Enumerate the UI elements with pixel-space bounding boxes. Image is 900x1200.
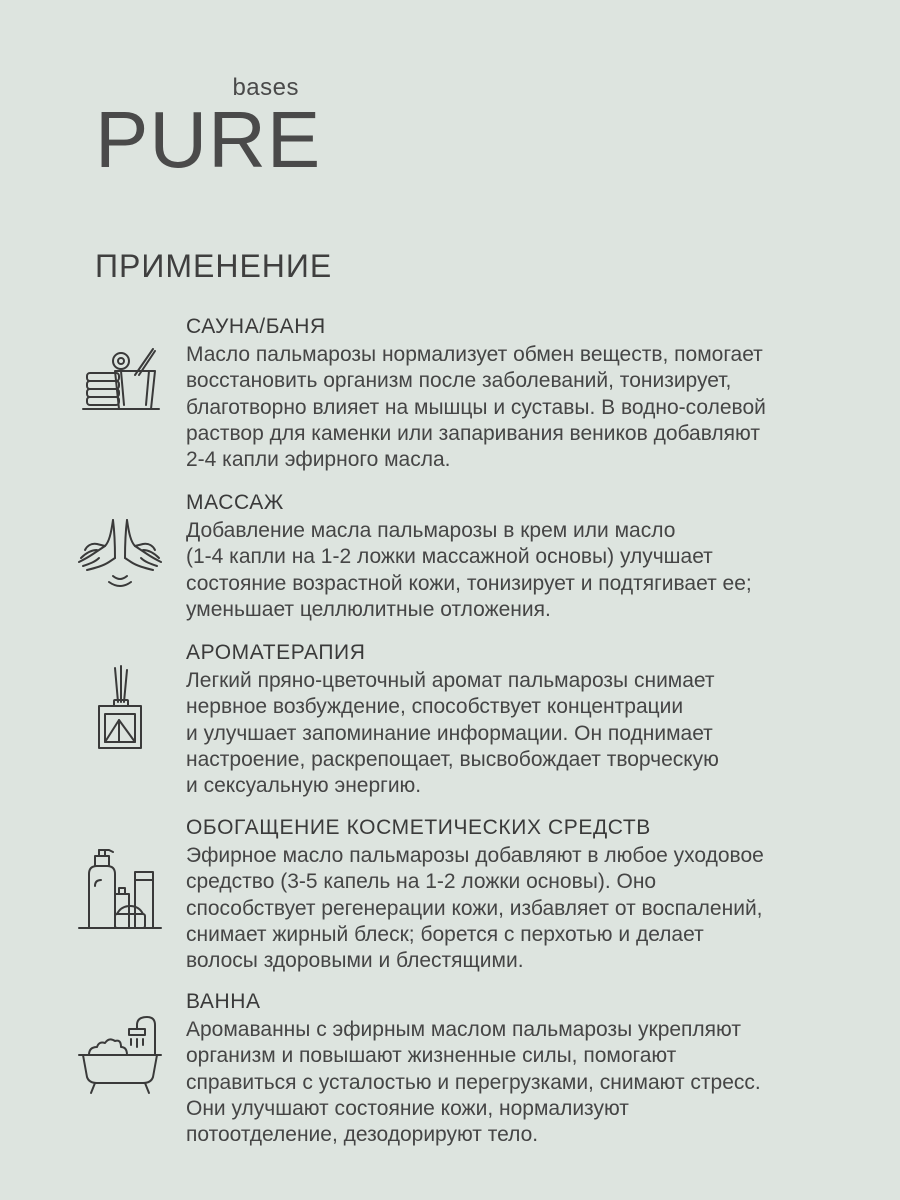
- sauna-bucket-icon: [75, 341, 165, 431]
- section-title: ОБОГАЩЕНИЕ КОСМЕТИЧЕСКИХ СРЕДСТВ: [186, 816, 651, 839]
- cosmetics-bottles-icon: [75, 842, 165, 932]
- section-title: ВАННА: [186, 990, 261, 1013]
- brand-sub: bases: [232, 74, 299, 101]
- page-heading: ПРИМЕНЕНИЕ: [95, 248, 333, 284]
- section-body: Эфирное масло пальмарозы добавляют в любое уходовое средство (3-5 капель на 1-2 ложки основы). Оно способствует регенерации кожи, избавляет от воспалений, снимает жирный блеск; борется с перхотью и делает волосы здоровыми и блестящими.: [186, 844, 764, 973]
- section-aromatherapy-text: [186, 640, 866, 799]
- section-title: МАССАЖ: [186, 491, 284, 514]
- section-cosmetics-text: [186, 815, 866, 974]
- section-body: Добавление масла пальмарозы в крем или масло (1-4 капли на 1-2 ложки массажной основы) улучшает состояние возрастной кожи, тонизирует и подтягивает ее; уменьшает целлюлитные отложения.: [186, 519, 752, 621]
- section-body: Масло пальмарозы нормализует обмен веществ, помогает восстановить организм после заболеваний, тонизирует, благотворно влияет на мышцы и суставы. В водно-солевой раствор для каменки или запаривания веников добавляют 2-4 капли эфирного масла.: [186, 343, 766, 472]
- section-title: САУНА/БАНЯ: [186, 315, 326, 338]
- bathtub-icon: [75, 1011, 165, 1101]
- section-body: Аромаванны с эфирным маслом пальмарозы укрепляют организм и повышают жизненные силы, помогают справиться с усталостью и перегрузками, снимают стресс. Они улучшают состояние кожи, нормализуют потоотделение, дезодорируют тело.: [186, 1018, 761, 1147]
- section-body: Легкий пряно-цветочный аромат пальмарозы снимает нервное возбуждение, способствует концентрации и улучшает запоминание информации. Он поднимает настроение, раскрепощает, высвобождает творческую и сексуальную энергию.: [186, 669, 719, 798]
- section-title: АРОМАТЕРАПИЯ: [186, 641, 366, 664]
- brand-logo: [95, 74, 322, 184]
- section-bath-text: [186, 989, 866, 1148]
- section-sauna-text: [186, 314, 866, 473]
- section-massage-text: [186, 490, 866, 623]
- reed-diffuser-icon: [75, 662, 165, 752]
- massage-hands-icon: [75, 506, 165, 596]
- brand-name: PURE: [95, 95, 322, 184]
